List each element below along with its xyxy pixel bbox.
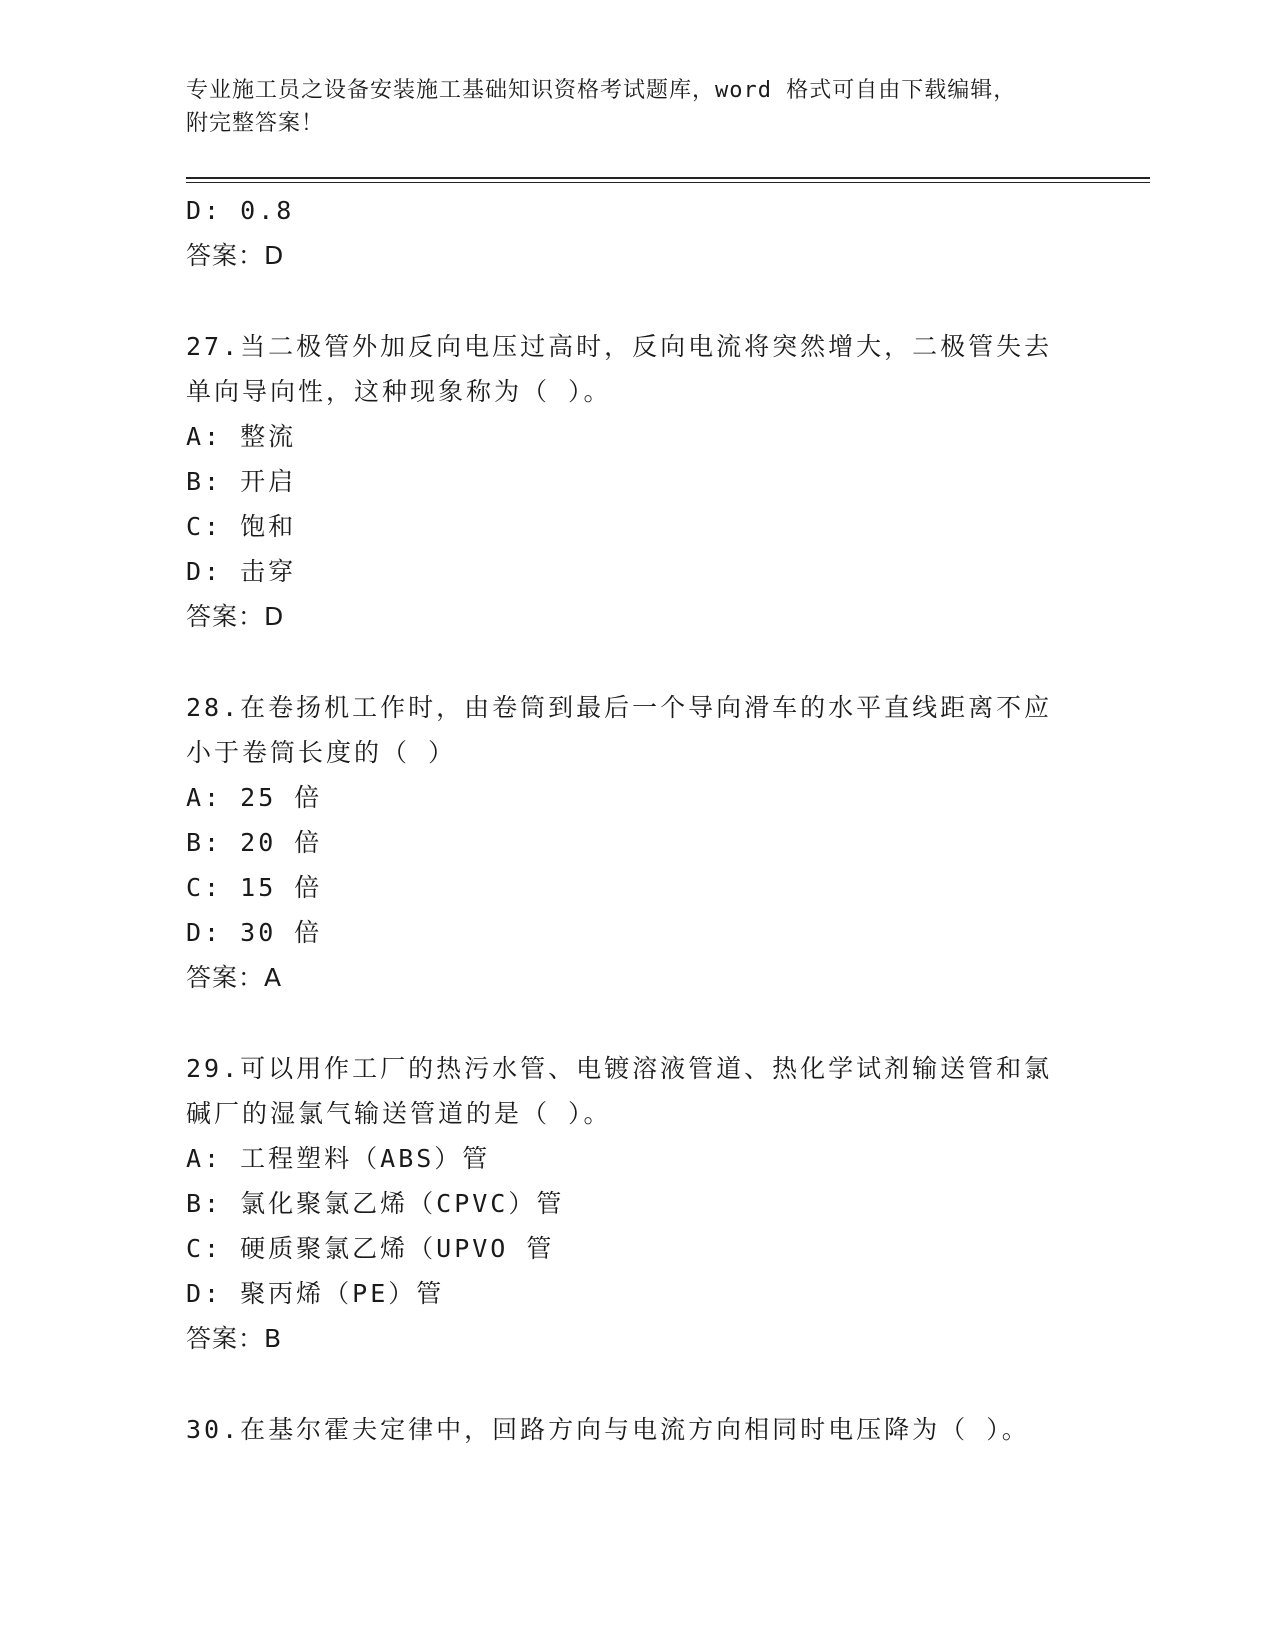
previous-question-tail [186,188,1150,278]
option-b: B: 开启 [186,467,297,496]
question-text-line-1: 27.当二极管外加反向电压过高时，反向电流将突然增大，二极管失去 [186,332,1053,361]
question-30 [186,1407,1150,1452]
document-header [186,74,1086,140]
question-29 [186,1046,1150,1361]
option-b: B: 氯化聚氯乙烯（CPVC）管 [186,1189,565,1218]
question-27 [186,324,1150,639]
option-c: C: 硬质聚氯乙烯（UPVO 管 [186,1234,555,1263]
option-a: A: 工程塑料（ABS）管 [186,1144,491,1173]
question-text-line-1: 29.可以用作工厂的热污水管、电镀溶液管道、热化学试剂输送管和氯 [186,1054,1053,1083]
option-a: A: 25 倍 [186,783,323,812]
answer-line: 答案：A [186,963,283,992]
question-text-line-2: 单向导向性，这种现象称为（ ）。 [186,377,612,406]
header-divider-thin [186,182,1150,183]
question-list [186,188,1150,1452]
option-d: D: 30 倍 [186,918,323,947]
answer-line: 答案：D [186,602,285,631]
answer-line: 答案：D [186,241,285,270]
option-d: D: 击穿 [186,557,297,586]
question-text-line-2: 小于卷筒长度的（ ） [186,738,457,767]
header-divider-thick [186,177,1150,179]
option-b: B: 20 倍 [186,828,323,857]
header-line-1: 专业施工员之设备安装施工基础知识资格考试题库，word 格式可自由下载编辑， [186,78,1017,103]
option-c: C: 15 倍 [186,873,323,902]
option-c: C: 饱和 [186,512,297,541]
document-page [186,0,1150,1650]
question-28 [186,685,1150,1000]
question-text-line-1: 30.在基尔霍夫定律中，回路方向与电流方向相同时电压降为（ ）。 [186,1415,1030,1444]
question-text-line-1: 28.在卷扬机工作时，由卷筒到最后一个导向滑车的水平直线距离不应 [186,693,1053,722]
option-a: A: 整流 [186,422,297,451]
option-d: D: 聚丙烯（PE）管 [186,1279,445,1308]
option-d: D: 0.8 [186,196,295,225]
header-line-2: 附完整答案！ [186,111,325,136]
question-text-line-2: 碱厂的湿氯气输送管道的是（ ）。 [186,1099,612,1128]
answer-line: 答案：B [186,1324,283,1353]
